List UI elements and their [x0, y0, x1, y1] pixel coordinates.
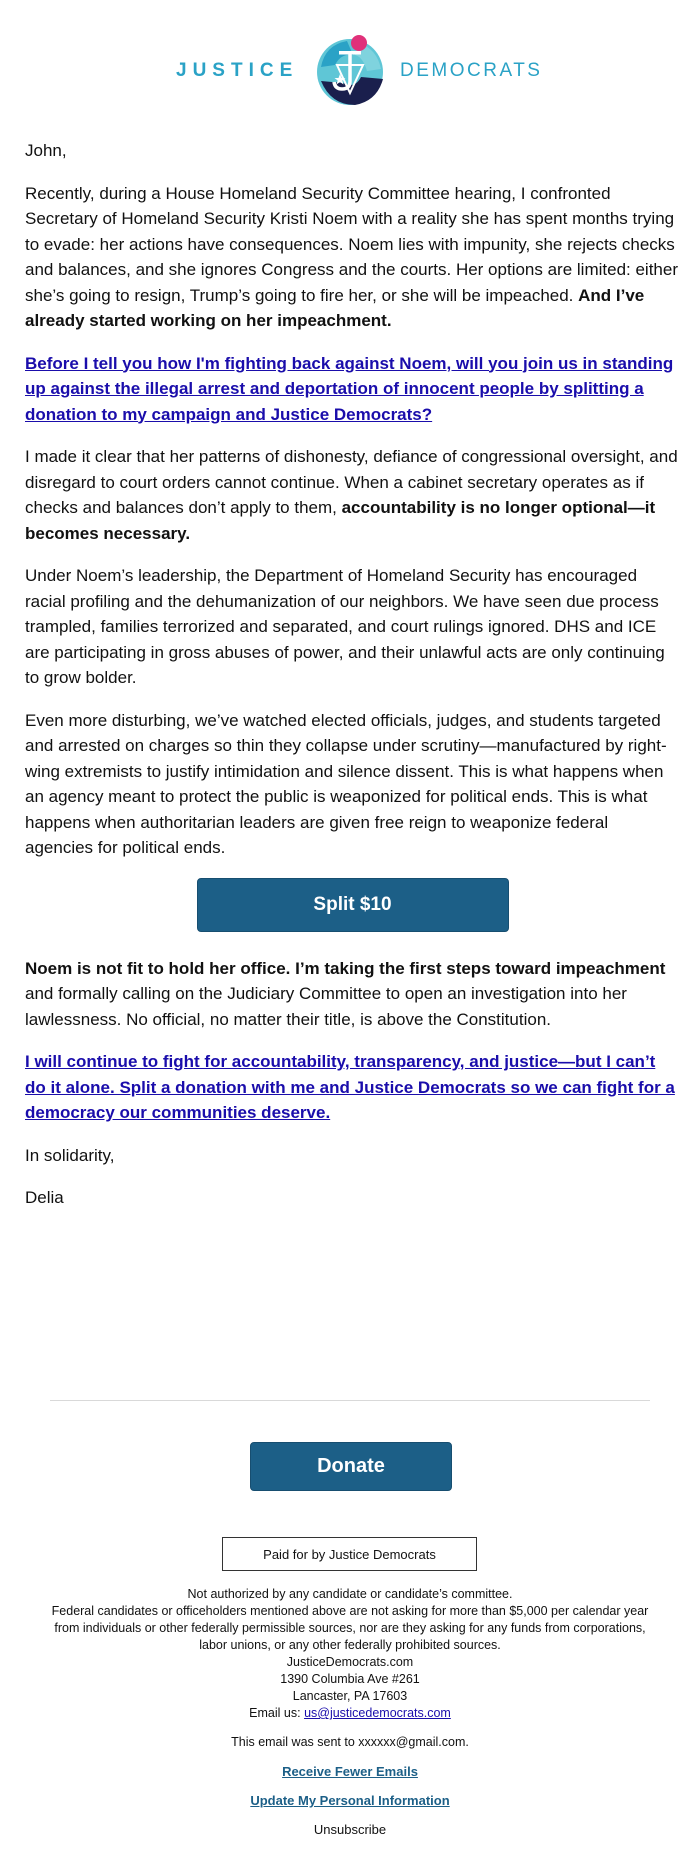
paragraph-5-bold: Noem is not fit to hold her office. I’m taking the first steps toward impeachment [25, 958, 666, 978]
donate-link-1[interactable]: Before I tell you how I'm fighting back against Noem, will you join us in standing up against the illegal arrest and deportation of innocent people by splitting a donation to my campaign and Justice Democrats? [25, 353, 674, 424]
disclaimer-2: Federal candidates or officeholders mentioned above are not asking for more than $5,000 per calendar year from individuals or other federally permissible sources, nor are they asking for any funds from corporations, labor unions, or any other federally prohibited sources. [51, 1604, 649, 1652]
paragraph-link-2 [25, 1049, 680, 1126]
donate-button[interactable]: Donate [250, 1442, 452, 1491]
email-us-line [45, 1705, 655, 1722]
email-header [0, 0, 700, 120]
donate-link-2[interactable]: I will continue to fight for accountability, transparency, and justice—but I can’t do it alone. Split a donation with me and Justice Democrats so we can fight for a democracy our communities deserve. [25, 1052, 675, 1122]
paragraph-2-bold: accountability is no longer optional—it becomes necessary. [25, 498, 656, 543]
paragraph-2-text: I made it clear that her patterns of dishonesty, defiance of congressional oversight, and disregard to court orders cannot continue. When a cabinet secretary operates as if checks and balances don’t apply to them, [25, 447, 678, 517]
paragraph-3: Under Noem’s leadership, the Department of Homeland Security has encouraged racial profiling and the dehumanization of our neighbors. We have seen due process trampled, families terrorized and separated, and court rulings ignored. DHS and ICE are participating in gross abuses of power, and their unlawful acts are only continuing to grow bolder. [25, 566, 665, 687]
address-line-1: 1390 Columbia Ave #261 [280, 1672, 420, 1686]
justice-democrats-logo-icon [311, 31, 389, 109]
footer [45, 1586, 655, 1838]
split-10-button[interactable]: Split $10 [197, 878, 509, 932]
paragraph-link-1 [25, 351, 680, 428]
logo-text-justice: JUSTICE [176, 60, 299, 81]
signoff: In solidarity, [25, 1145, 115, 1165]
paragraph-1-text: Recently, during a House Homeland Security Committee hearing, I confronted Secretary of Homeland Security Kristi Noem with a reality she has spent months trying to evade: her actions have consequences. Noem lies with impunity, she rejects checks and balances, and she ignores Congress and the courts. Her options are limited: either she’s going to resign, Trump’s going to fire her, or she will be impeached. [25, 183, 678, 305]
greeting: John, [25, 141, 67, 160]
paragraph-5 [25, 956, 680, 1033]
update-info-link[interactable]: Update My Personal Information [250, 1793, 450, 1808]
footer-divider [50, 1400, 650, 1401]
email-body [25, 138, 680, 1228]
sent-to-notice: This email was sent to xxxxxx@gmail.com. [231, 1735, 469, 1749]
receive-fewer-emails-link[interactable]: Receive Fewer Emails [282, 1764, 418, 1779]
address-line-2: Lancaster, PA 17603 [292, 1689, 408, 1703]
paragraph-2 [25, 444, 680, 546]
logo-text-democrats: DEMOCRATS [400, 60, 543, 81]
disclaimer-1: Not authorized by any candidate or candidate’s committee. [187, 1587, 513, 1601]
split-button-wrap [25, 878, 680, 932]
signature: Delia [25, 1188, 64, 1207]
paragraph-1-bold: And I’ve already started working on her impeachment. [25, 285, 645, 330]
email-label: Email us: [249, 1706, 305, 1720]
email-link[interactable]: us@justicedemocrats.com [304, 1706, 451, 1720]
paragraph-4: Even more disturbing, we’ve watched elected officials, judges, and students targeted and arrested on charges so thin they collapse under scrutiny—manufactured by right-wing extremists to justify intimidation and silence dissent. This is what happens when an agency meant to protect the public is weaponized for political ends. This is what happens when authoritarian leaders are given free reign to weaponize federal agencies for political ends. [25, 710, 667, 857]
unsubscribe-link[interactable]: Unsubscribe [313, 1822, 387, 1837]
website: JusticeDemocrats.com [286, 1655, 414, 1669]
paid-for-box: Paid for by Justice Democrats [222, 1537, 477, 1571]
paragraph-1 [25, 181, 680, 334]
paragraph-5-text: and formally calling on the Judiciary Committee to open an investigation into her lawlessness. No official, no matter their title, is above the Constitution. [25, 984, 627, 1029]
